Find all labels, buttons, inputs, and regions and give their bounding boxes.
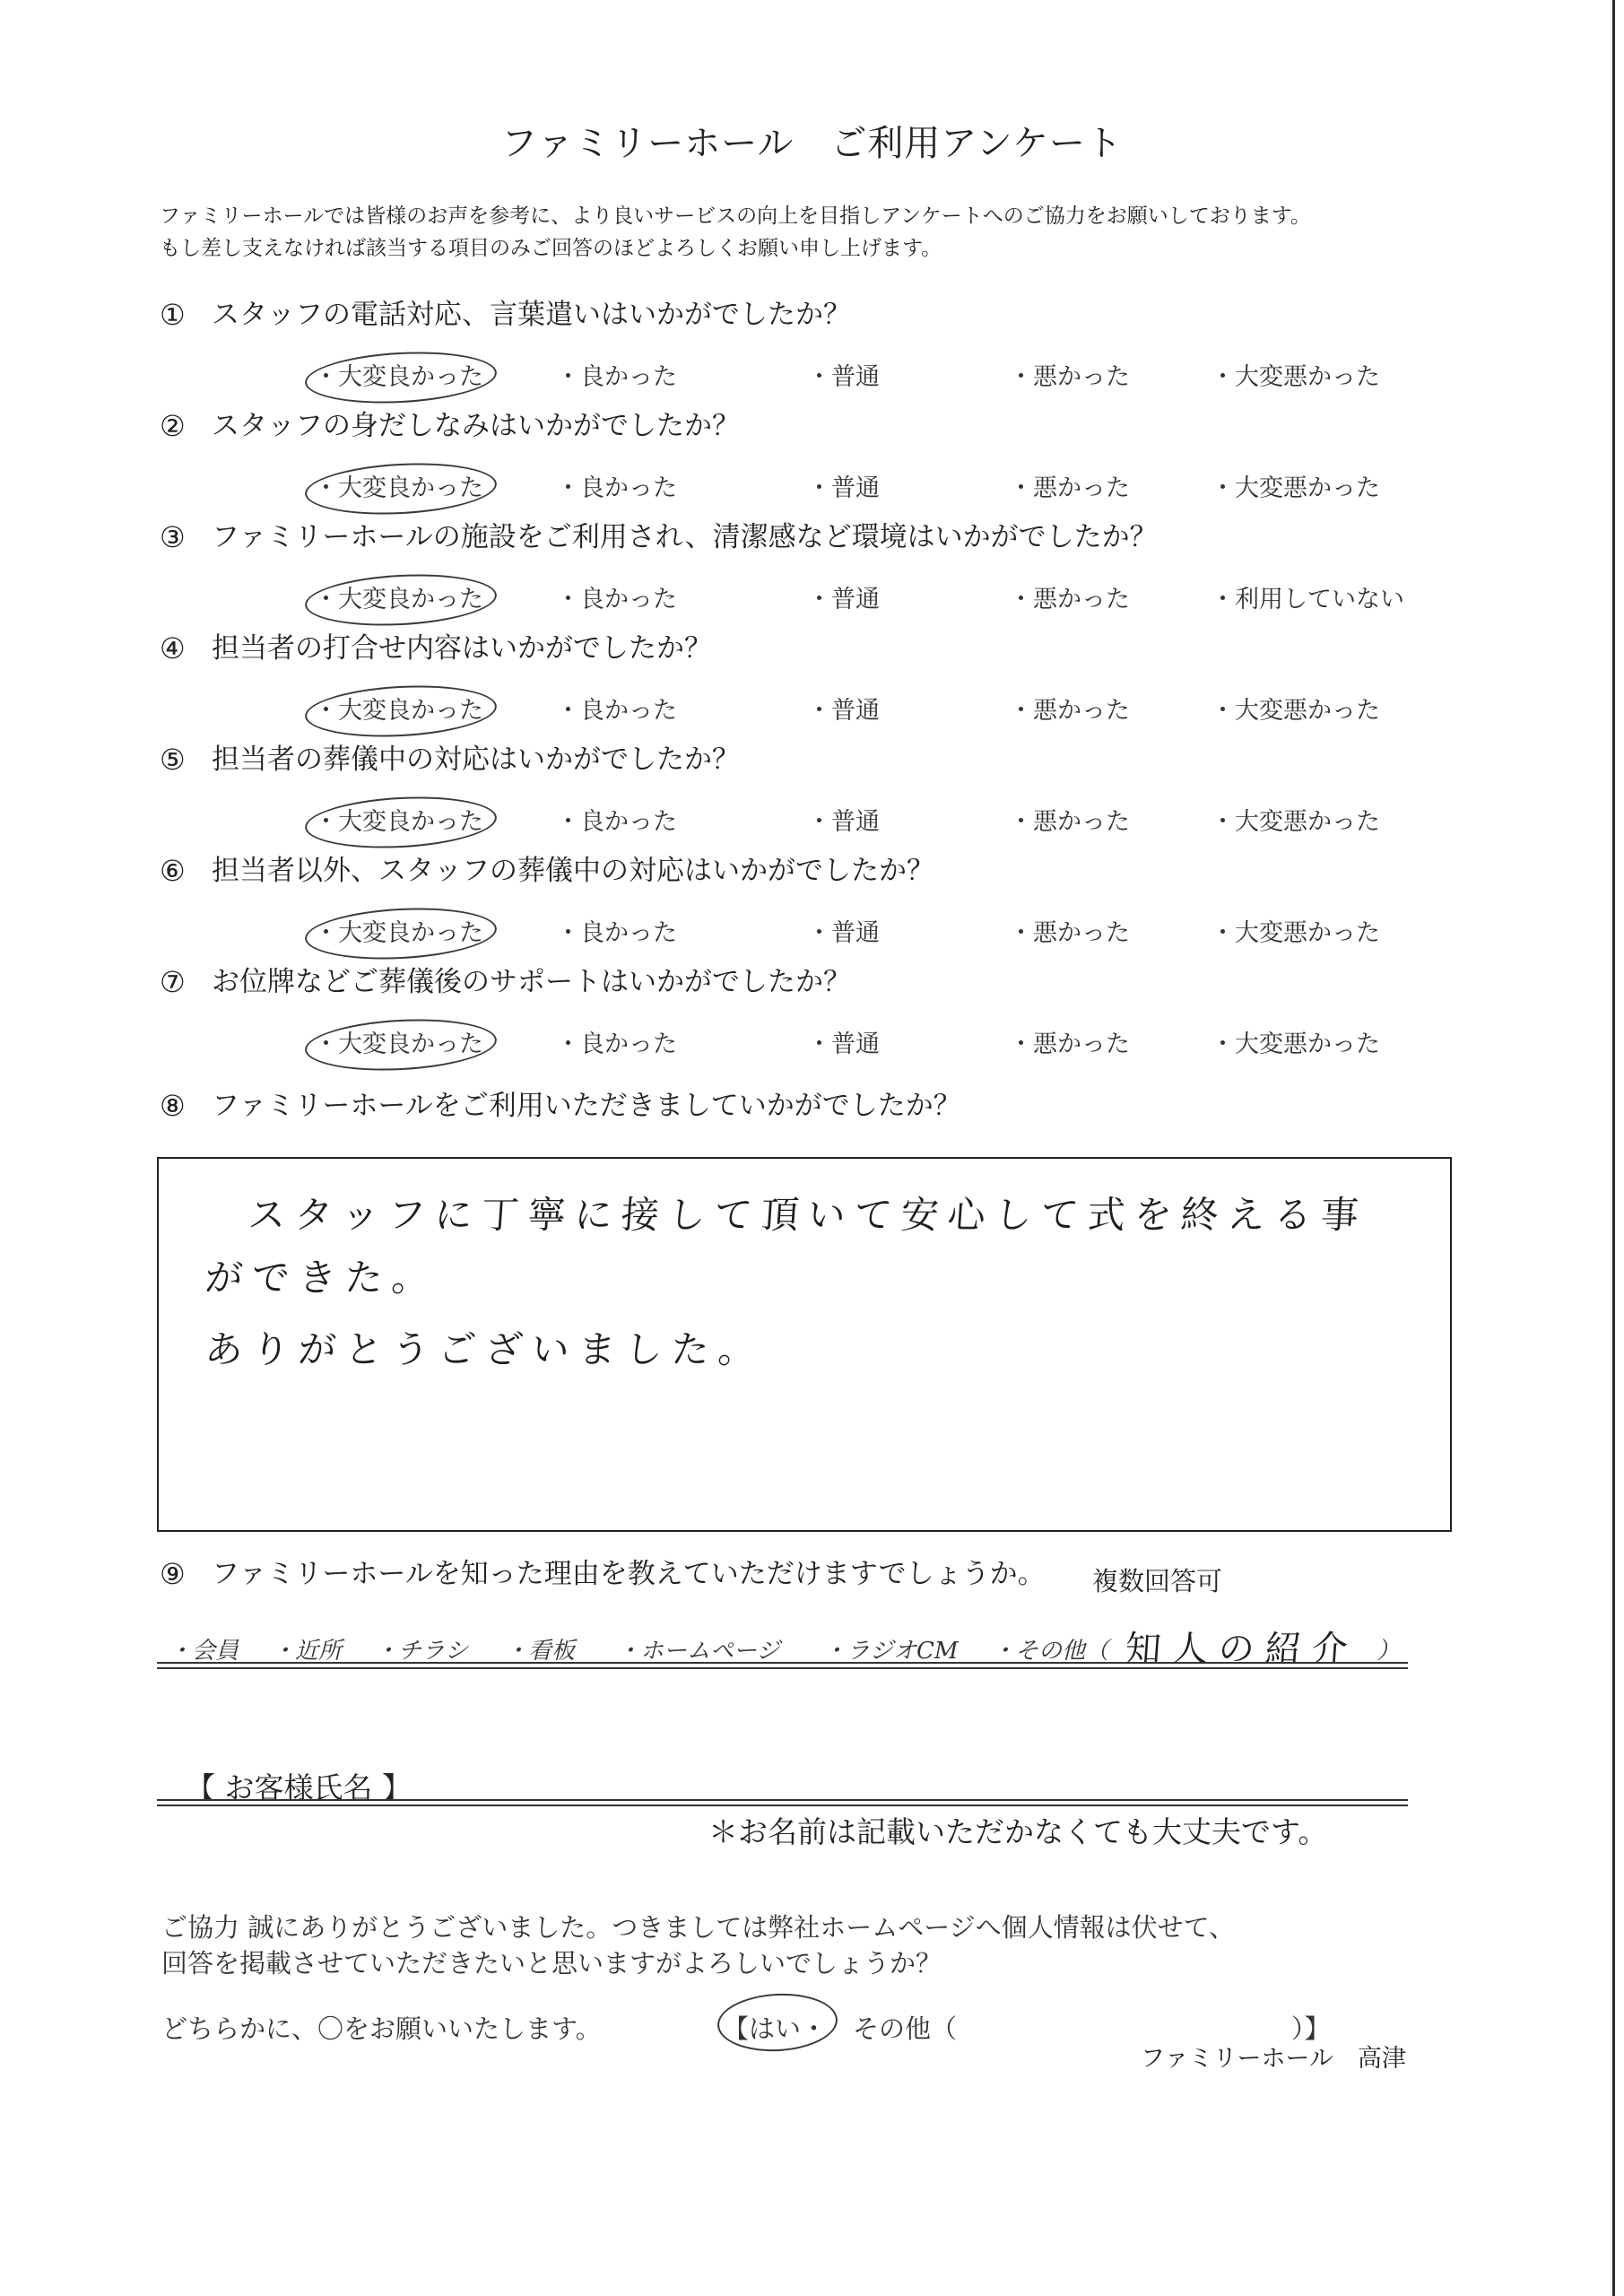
selection-circle xyxy=(304,792,499,852)
rating-option[interactable]: ・大変良かった xyxy=(314,697,483,725)
customer-name-label: 【 お客様氏名 】 xyxy=(186,1770,412,1805)
selection-circle xyxy=(304,903,499,963)
question-number: ② xyxy=(160,409,186,443)
rating-option[interactable]: ・悪かった xyxy=(1009,697,1130,725)
rating-option[interactable]: ・普通 xyxy=(807,363,880,391)
handwritten-comment-line: ありがとうございました。 xyxy=(204,1327,767,1371)
free-comment-box[interactable] xyxy=(157,1157,1452,1532)
rating-option[interactable]: ・良かった xyxy=(556,1031,677,1058)
consent-other-option[interactable]: その他（ xyxy=(853,2013,958,2044)
intro-line-2: もし差し支えなければ該当する項目のみご回答のほどよろしくお願い申し上げます。 xyxy=(160,237,942,260)
rating-option[interactable]: ・良かった xyxy=(556,919,677,947)
rating-option[interactable]: ・大変良かった xyxy=(314,1031,483,1058)
question-text: ファミリーホールの施設をご利用され、清潔感など環境はいかがでしたか？ xyxy=(212,521,1158,553)
page-edge xyxy=(1612,0,1615,2296)
rating-option[interactable]: ・普通 xyxy=(807,1031,880,1058)
question-text: 担当者以外、スタッフの葬儀中の対応はいかがでしたか？ xyxy=(212,855,934,887)
rating-option[interactable]: ・悪かった xyxy=(1009,586,1130,613)
consent-prompt: どちらかに、〇をお願いいたします。 xyxy=(161,2013,602,2044)
question-text: ファミリーホールを知った理由を教えていただけますでしょうか。 xyxy=(212,1558,1046,1590)
handwritten-other-reason: 知人の紹介 xyxy=(1124,1629,1360,1670)
rating-option[interactable]: ・大変良かった xyxy=(314,586,483,613)
reason-close-paren: ） xyxy=(1376,1638,1401,1665)
rating-option[interactable]: ・普通 xyxy=(807,697,880,725)
rating-option[interactable]: ・大変良かった xyxy=(314,474,483,502)
handwritten-comment-line: スタッフに丁寧に接して頂いて安心して式を終える事 xyxy=(247,1193,1369,1237)
rating-option[interactable]: ・良かった xyxy=(556,474,677,502)
consent-text-line-2: 回答を掲載させていただきたいと思いますがよろしいでしょうか？ xyxy=(161,1948,942,1979)
question-number: ⑤ xyxy=(160,743,186,777)
selection-circle xyxy=(304,570,499,630)
rating-option[interactable]: ・悪かった xyxy=(1009,474,1130,502)
rating-option[interactable]: ・普通 xyxy=(807,808,880,836)
reason-option[interactable]: ・チラシ xyxy=(375,1638,469,1665)
rating-option[interactable]: ・大変悪かった xyxy=(1211,808,1380,836)
question-number: ④ xyxy=(160,631,186,665)
reason-option[interactable]: ・近所 xyxy=(272,1638,343,1665)
rating-option[interactable]: ・大変良かった xyxy=(314,808,483,836)
question-number: ⑧ xyxy=(160,1089,186,1123)
rating-option[interactable]: ・良かった xyxy=(556,586,677,613)
consent-close-bracket: ）】 xyxy=(1291,2013,1331,2044)
selection-circle xyxy=(304,681,499,741)
reason-option[interactable]: ・会員 xyxy=(169,1638,239,1665)
rating-option[interactable]: ・大変悪かった xyxy=(1211,363,1380,391)
rating-option[interactable]: ・悪かった xyxy=(1009,808,1130,836)
question-number: ⑥ xyxy=(160,854,186,888)
reason-option[interactable]: ・その他（ xyxy=(992,1638,1109,1665)
footer-hall-name: ファミリーホール 高津 xyxy=(1141,2045,1406,2073)
rating-option[interactable]: ・大変悪かった xyxy=(1211,919,1380,947)
rating-option[interactable]: ・良かった xyxy=(556,808,677,836)
reason-underline xyxy=(157,1667,1408,1669)
reason-underline xyxy=(157,1662,1408,1664)
selection-circle xyxy=(304,347,499,407)
multiple-answers-note: 複数回答可 xyxy=(1092,1566,1223,1596)
rating-option[interactable]: ・大変良かった xyxy=(314,363,483,391)
selection-circle xyxy=(304,458,499,518)
rating-option[interactable]: ・大変良かった xyxy=(314,919,483,947)
reason-option[interactable]: ・ラジオCM xyxy=(823,1638,959,1665)
rating-option[interactable]: ・利用していない xyxy=(1211,586,1404,613)
rating-option[interactable]: ・悪かった xyxy=(1009,1031,1130,1058)
rating-option[interactable]: ・悪かった xyxy=(1009,919,1130,947)
consent-yes-option[interactable]: 【はい・ xyxy=(723,2013,828,2044)
selection-circle xyxy=(304,1014,499,1074)
rating-option[interactable]: ・大変悪かった xyxy=(1211,1031,1380,1058)
question-text: ファミリーホールをご利用いただきましていかがでしたか？ xyxy=(212,1090,961,1122)
question-text: スタッフの電話対応、言葉遣いはいかがでしたか？ xyxy=(212,299,851,331)
question-number: ⑦ xyxy=(160,965,186,999)
question-text: スタッフの身だしなみはいかがでしたか？ xyxy=(212,410,740,442)
rating-option[interactable]: ・悪かった xyxy=(1009,363,1130,391)
question-text: 担当者の葬儀中の対応はいかがでしたか？ xyxy=(212,744,740,776)
rating-option[interactable]: ・普通 xyxy=(807,586,880,613)
question-number: ① xyxy=(160,298,186,332)
name-field-line xyxy=(157,1805,1408,1806)
question-number: ③ xyxy=(160,520,186,554)
name-field-line[interactable] xyxy=(157,1799,1408,1801)
rating-option[interactable]: ・普通 xyxy=(807,474,880,502)
question-text: 担当者の打合せ内容はいかがでしたか？ xyxy=(212,632,712,665)
rating-option[interactable]: ・普通 xyxy=(807,919,880,947)
intro-line-1: ファミリーホールでは皆様のお声を参考に、より良いサービスの向上を目指しアンケートへのご協力をお願いしております。 xyxy=(160,204,1311,228)
page-title: ファミリーホール ご利用アンケート xyxy=(501,123,1123,164)
rating-option[interactable]: ・大変悪かった xyxy=(1211,474,1380,502)
rating-option[interactable]: ・大変悪かった xyxy=(1211,697,1380,725)
consent-text-line-1: ご協力 誠にありがとうございました。つきましては弊社ホームページへ個人情報は伏せて、 xyxy=(161,1912,1236,1943)
question-number: ⑨ xyxy=(160,1557,186,1591)
reason-option[interactable]: ・看板 xyxy=(505,1638,576,1665)
rating-option[interactable]: ・良かった xyxy=(556,697,677,725)
handwritten-comment-line: ができた。 xyxy=(204,1256,440,1300)
question-text: お位牌などご葬儀後のサポートはいかがでしたか？ xyxy=(212,966,851,998)
rating-option[interactable]: ・良かった xyxy=(556,363,677,391)
reason-option[interactable]: ・ホームページ xyxy=(617,1638,780,1665)
name-optional-note: ＊お名前は記載いただかなくても大丈夫です。 xyxy=(708,1814,1328,1849)
